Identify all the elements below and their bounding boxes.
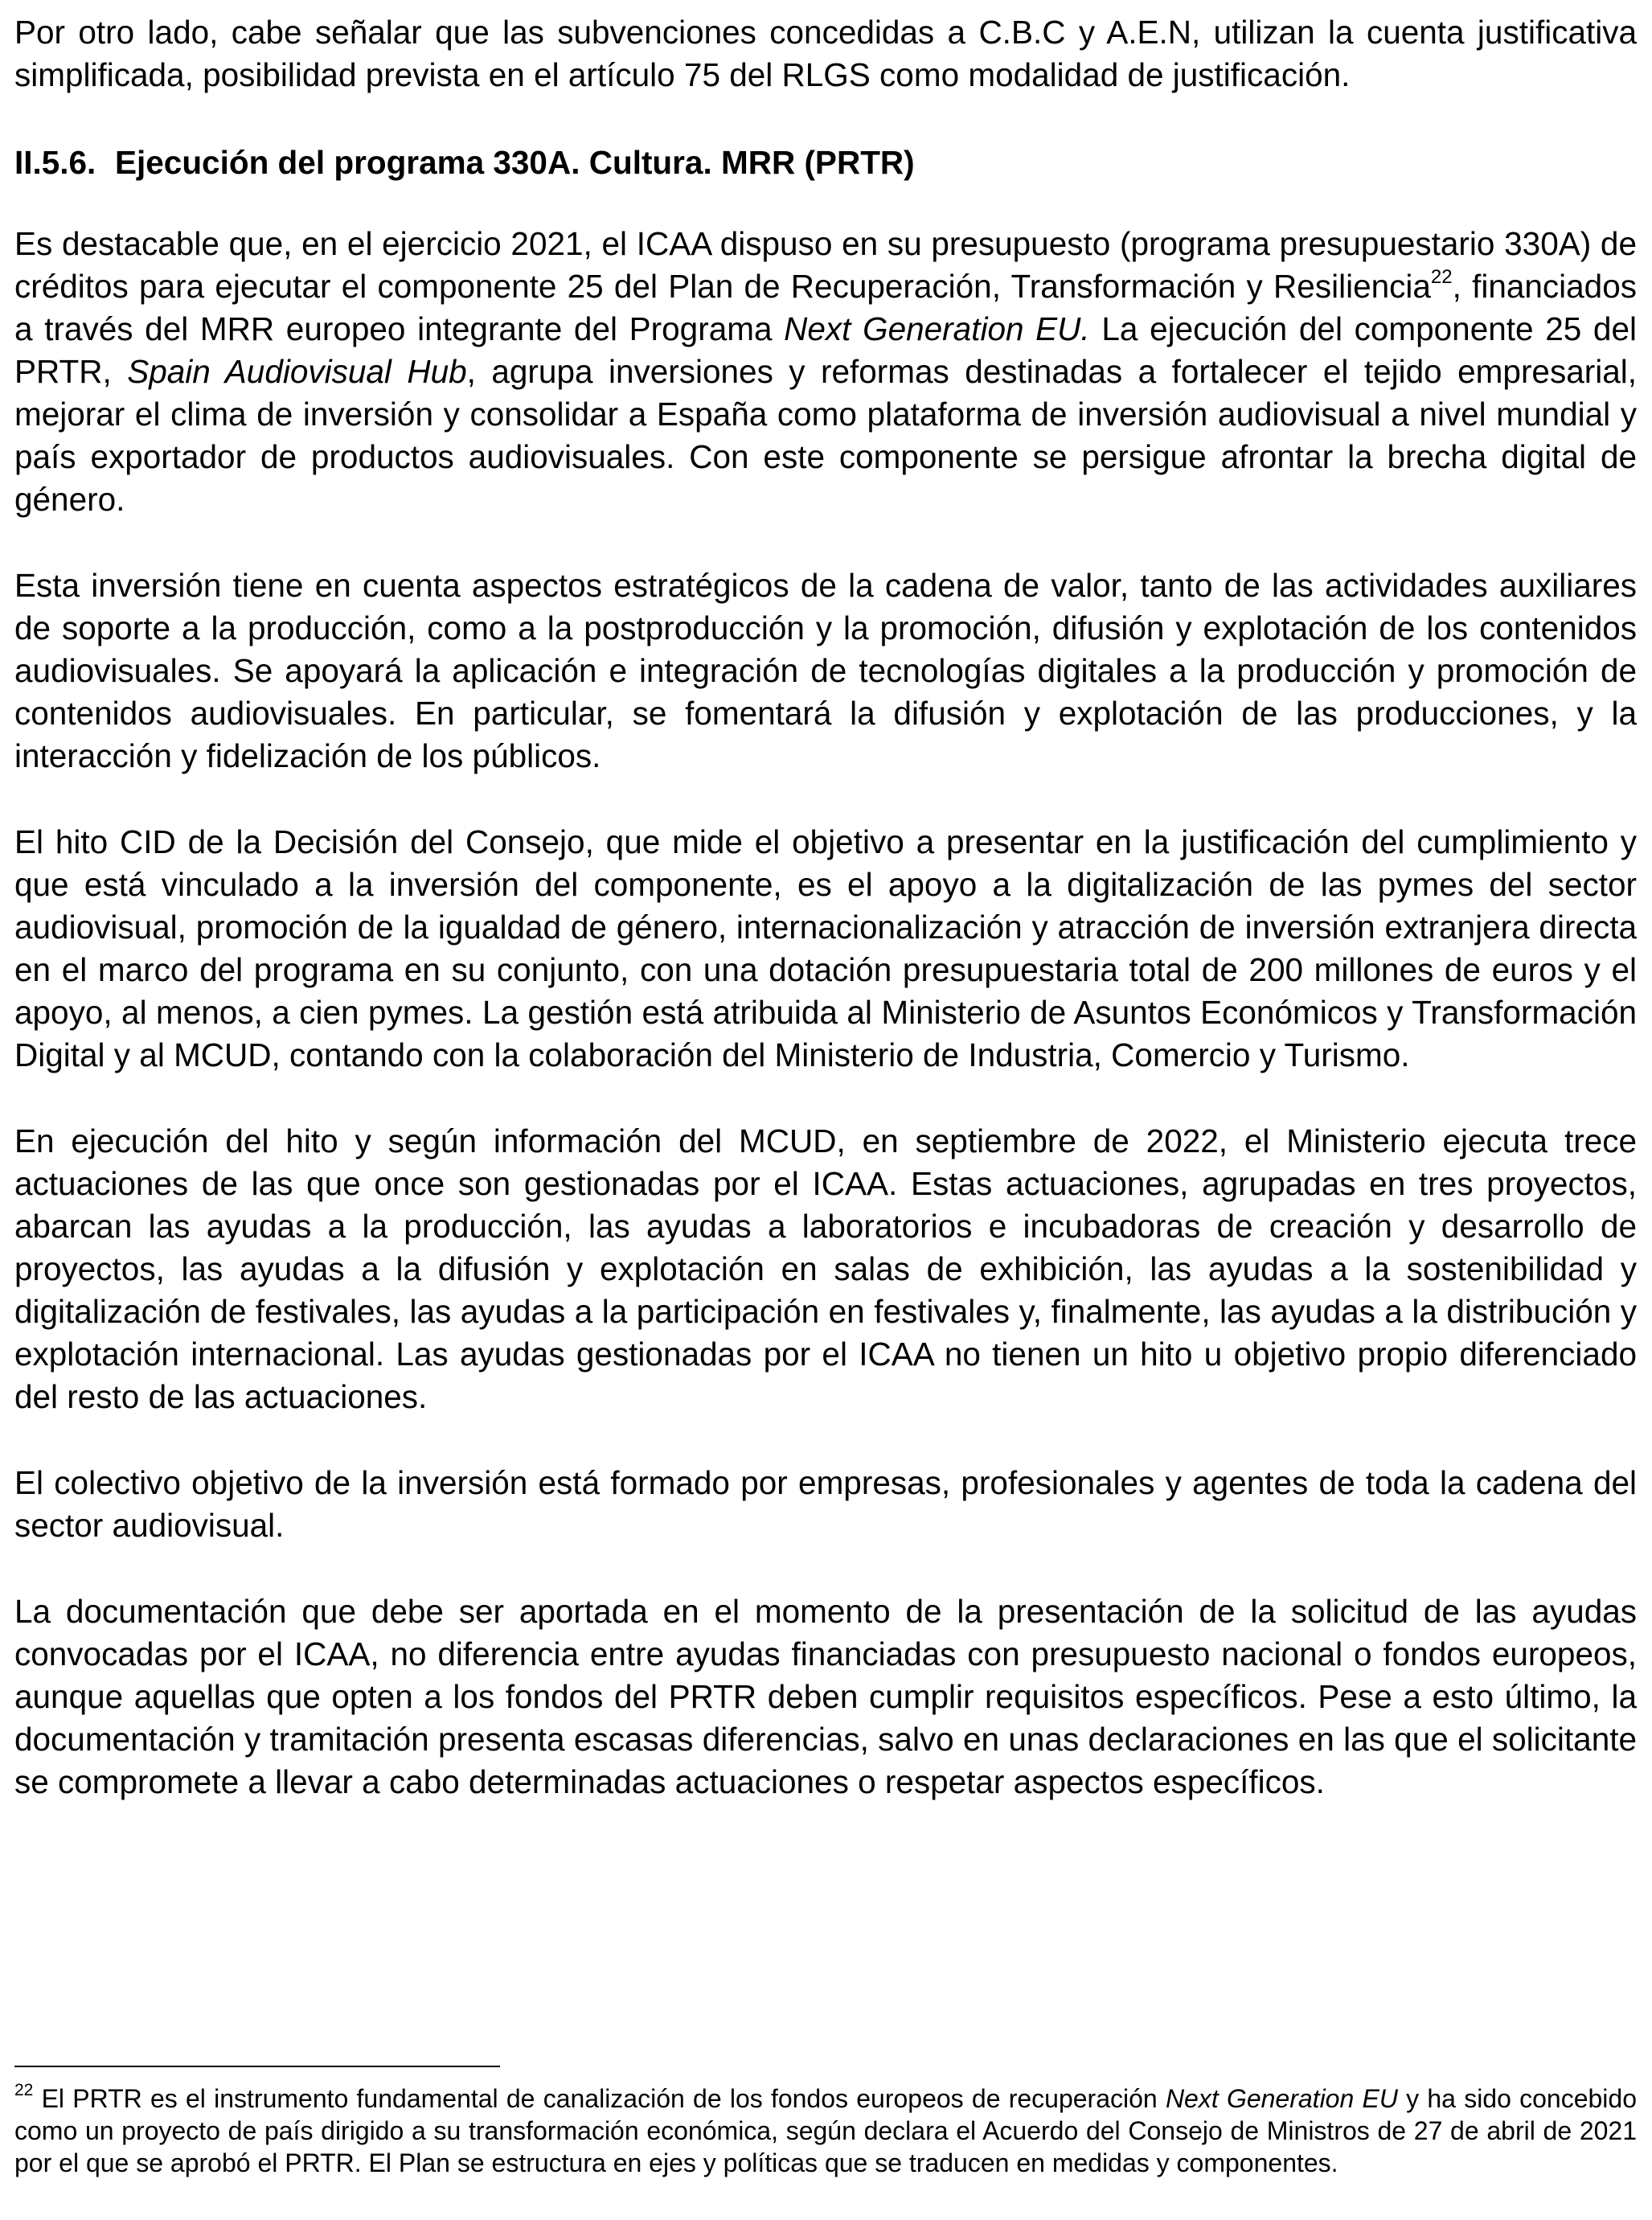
footnote-text-a: El PRTR es el instrumento fundamental de canalización de los fondos europeos de recuperación [33,2084,1166,2113]
paragraph-3: El hito CID de la Decisión del Consejo, que mide el objetivo a presentar en la justificación del cumplimiento y que está vinculado a la inversión del componente, es el apoyo a la digitalización de las pymes del sector audiovisual, promoción de la igualdad de género, internacionalización y atracción de inversión extranjera directa en el marco del programa en su conjunto, con una dotación presupuestaria total de 200 millones de euros y el apoyo, al menos, a cien pymes. La gestión está atribuida al Ministerio de Asuntos Económicos y Transformación Digital y al MCUD, contando con la colaboración del Ministerio de Industria, Comercio y Turismo. [14,823,1637,1073]
footnote-number: 22 [14,2081,34,2100]
footnote-italic: Next Generation EU [1165,2084,1398,2113]
paragraph-1-text-d: , agrupa inversiones y reformas destinadas a fortalecer el tejido empresarial, mejorar el clima de inversión y consolidar a España como plataforma de inversión audiovisual a nivel mundial y país exportador de productos audiovisuales. Con este componente se persigue afrontar la brecha digital de género. [14,353,1637,518]
section-heading [14,142,1637,184]
paragraph-5: El colectivo objetivo de la inversión está formado por empresas, profesionales y agentes de toda la cadena del sector audiovisual. [14,1464,1637,1544]
section-title: Ejecución del programa 330A. Cultura. MRR (PRTR) [115,144,915,181]
intro-paragraph: Por otro lado, cabe señalar que las subvenciones concedidas a C.B.C y A.E.N, utilizan la cuenta justificativa simplificada, posibilidad prevista en el artículo 75 del RLGS como modalidad de justificación. [14,14,1637,93]
paragraph-1-text-c: La ejecución del componente 25 del PRTR, [14,310,1637,390]
paragraph-1-text-a: Es destacable que, en el ejercicio 2021, el ICAA dispuso en su presupuesto (programa presupuestario 330A) de créditos para ejecutar el componente 25 del Plan de Recuperación, Transformación y Resiliencia [14,225,1637,305]
paragraph-4: En ejecución del hito y según información del MCUD, en septiembre de 2022, el Ministerio ejecuta trece actuaciones de las que once son gestionadas por el ICAA. Estas actuaciones, agrupadas en tres proyectos, abarcan las ayudas a la producción, las ayudas a laboratorios e incubadoras de creación y desarrollo de proyectos, las ayudas a la difusión y explotación en salas de exhibición, las ayudas a la sostenibilidad y digitalización de festivales, las ayudas a la participación en festivales y, finalmente, las ayudas a la distribución y explotación internacional. Las ayudas gestionadas por el ICAA no tienen un hito u objetivo propio diferenciado del resto de las actuaciones. [14,1122,1637,1415]
footnotes-area [14,2066,1637,2179]
paragraph-1-italic-hub: Spain Audiovisual Hub [127,353,467,390]
paragraph-2: Esta inversión tiene en cuenta aspectos estratégicos de la cadena de valor, tanto de las actividades auxiliares de soporte a la producción, como a la postproducción y la promoción, difusión y explotación de los contenidos audiovisuales. Se apoyará la aplicación e integración de tecnologías digitales a la producción y promoción de contenidos audiovisuales. En particular, se fomentará la difusión y explotación de las producciones, y la interacción y fidelización de los públicos. [14,567,1637,774]
footnote-22 [14,2083,1637,2179]
paragraph-1 [14,223,1637,521]
paragraph-1-text-b: , financiados a través del MRR europeo integrante del Programa [14,268,1637,347]
footnote-reference[interactable]: 22 [1430,265,1453,288]
paragraph-1-italic-program: Next Generation EU. [784,310,1090,347]
document-page [14,0,1637,2220]
footnote-text-b: y ha sido concebido como un proyecto de país dirigido a su transformación económica, según declara el Acuerdo del Consejo de Ministros de 27 de abril de 2021 por el que se aprobó el PRTR. El Plan se estructura en ejes y políticas que se traducen en medidas y componentes. [14,2084,1638,2177]
paragraph-6: La documentación que debe ser aportada en el momento de la presentación de la solicitud de las ayudas convocadas por el ICAA, no diferencia entre ayudas financiadas con presupuesto nacional o fondos europeos, aunque aquellas que opten a los fondos del PRTR deben cumplir requisitos específicos. Pese a esto último, la documentación y tramitación presenta escasas diferencias, salvo en unas declaraciones en las que el solicitante se compromete a llevar a cabo determinadas actuaciones o respetar aspectos específicos. [14,1593,1637,1800]
footnote-separator [14,2066,500,2067]
section-number: II.5.6. [14,144,96,181]
